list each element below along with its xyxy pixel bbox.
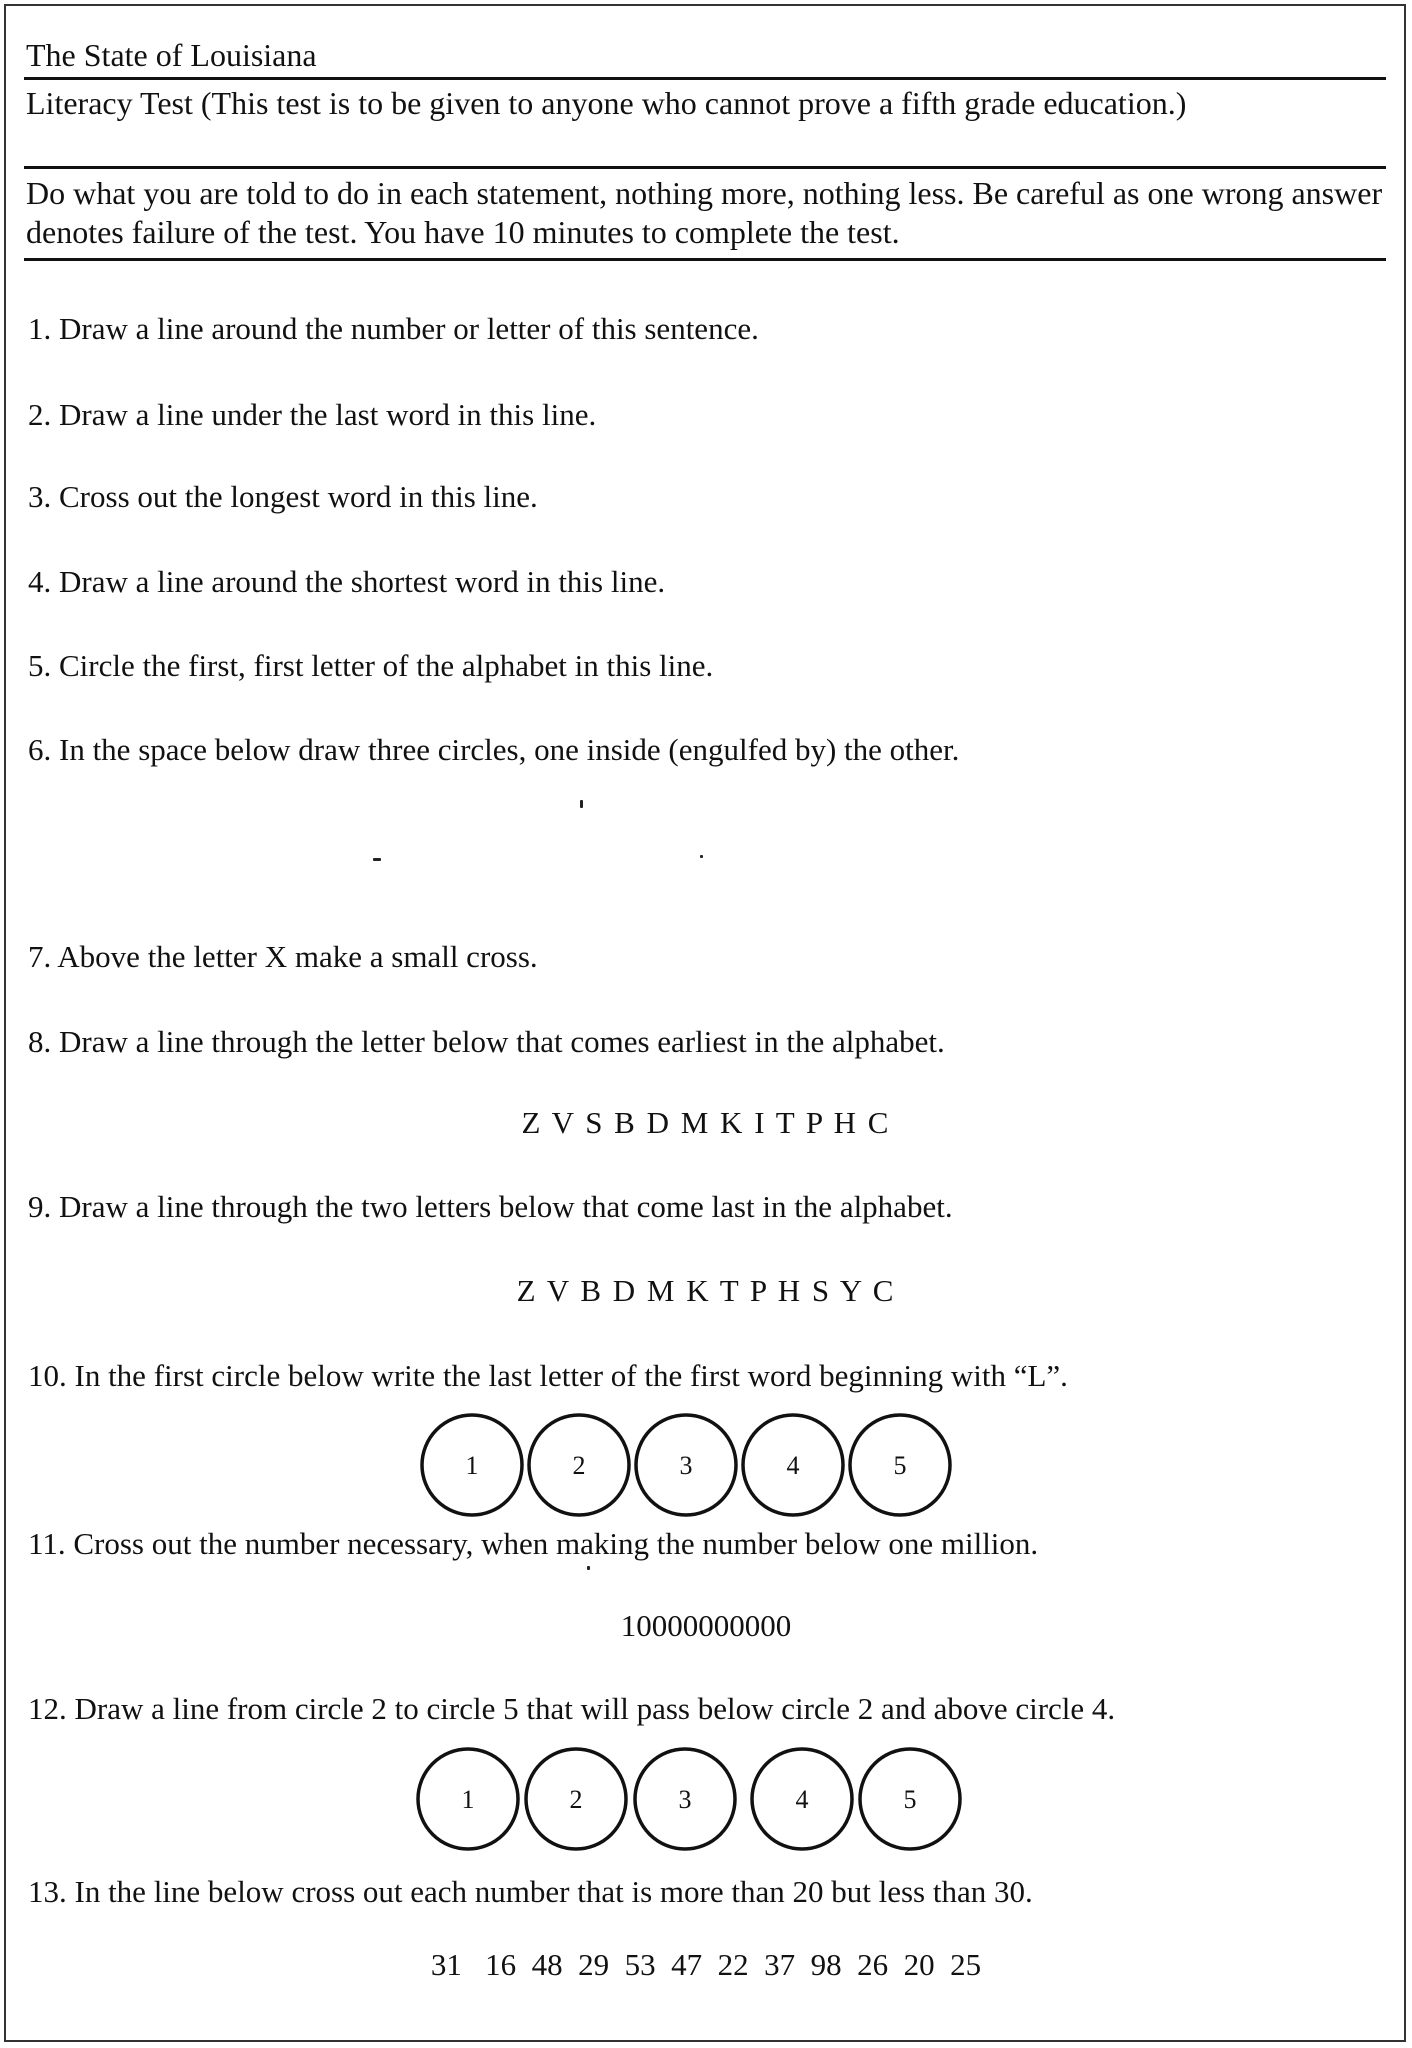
- question-3: [28, 478, 1378, 516]
- question-text: In the line below cross out each number that is more than 20 but less than 30.: [74, 1874, 1033, 1909]
- circle-row-q10: [420, 1408, 960, 1522]
- question-text: Cross out the longest word in this line.: [59, 479, 538, 514]
- question-text: Draw a line around the shortest word in this line.: [59, 564, 666, 599]
- question-8: [28, 1023, 1378, 1061]
- question-number: 8.: [28, 1024, 52, 1059]
- circle-label: 4: [786, 1451, 800, 1480]
- circle-row-q12: [416, 1742, 964, 1856]
- divider: [24, 77, 1386, 80]
- question-text: Circle the first, first letter of the alphabet in this line.: [59, 648, 714, 683]
- question-text: Draw a line through the letter below that comes earliest in the alphabet.: [59, 1024, 945, 1059]
- test-subtitle: Literacy Test (This test is to be given to anyone who cannot prove a fifth grade education.): [26, 85, 1187, 121]
- question-number: 10.: [28, 1358, 67, 1393]
- circle-label: 3: [678, 1785, 692, 1814]
- question-text: Draw a line around the number or letter of this sentence.: [59, 311, 759, 346]
- divider: [24, 166, 1386, 169]
- question-number: 11.: [28, 1526, 66, 1561]
- question-number: 5.: [28, 648, 52, 683]
- question-12: [28, 1690, 1378, 1728]
- circle-label: 3: [679, 1451, 693, 1480]
- question-text: Above the letter X make a small cross.: [57, 939, 538, 974]
- circle-label: 5: [893, 1451, 907, 1480]
- circle-label: 2: [569, 1785, 583, 1814]
- divider: [24, 258, 1386, 261]
- circle-label: 2: [572, 1451, 586, 1480]
- question-text: In the space below draw three circles, one inside (engulfed by) the other.: [59, 732, 960, 767]
- question-number: 6.: [28, 732, 52, 767]
- question-text: Draw a line under the last word in this line.: [59, 397, 597, 432]
- question-number: 1.: [28, 311, 52, 346]
- letter-sequence-q9: Z V B D M K T P H S Y C: [516, 1273, 896, 1308]
- question-10: [28, 1357, 1378, 1395]
- question-number: 2.: [28, 397, 52, 432]
- circle-label: 4: [795, 1785, 809, 1814]
- circle-label: 5: [903, 1785, 917, 1814]
- print-speck: [580, 800, 583, 808]
- question-7: [28, 938, 1378, 976]
- circle-row-graphic: [420, 1408, 960, 1522]
- circle-label: 1: [465, 1451, 479, 1480]
- print-speck: [700, 855, 703, 858]
- question-number: 9.: [28, 1189, 52, 1224]
- question-9: [28, 1188, 1378, 1226]
- number-q11: 10000000000: [620, 1608, 792, 1643]
- question-4: [28, 563, 1378, 601]
- question-6: [28, 731, 1378, 769]
- question-number: 12.: [28, 1691, 67, 1726]
- question-13: [28, 1873, 1378, 1911]
- question-text: Draw a line from circle 2 to circle 5 that will pass below circle 2 and above circle 4.: [74, 1691, 1116, 1726]
- question-text: Cross out the number necessary, when making the number below one million.: [73, 1526, 1039, 1561]
- circle-row-graphic: [416, 1742, 964, 1856]
- question-number: 3.: [28, 479, 52, 514]
- letter-sequence-q8: Z V S B D M K I T P H C: [521, 1105, 891, 1140]
- question-1: [28, 310, 1378, 348]
- print-speck: [587, 1566, 590, 1570]
- print-speck: [373, 858, 381, 861]
- circle-label: 1: [461, 1785, 475, 1814]
- question-2: [28, 396, 1378, 434]
- question-text: In the first circle below write the last letter of the first word beginning with “L”.: [74, 1358, 1068, 1393]
- question-text: Draw a line through the two letters below that come last in the alphabet.: [59, 1189, 953, 1224]
- number-sequence-q13: 31 16 48 29 53 47 22 37 98 26 20 25: [430, 1947, 982, 1982]
- question-number: 13.: [28, 1874, 67, 1909]
- question-number: 7.: [28, 939, 52, 974]
- question-11: [28, 1525, 1378, 1563]
- test-instructions: Do what you are told to do in each statement, nothing more, nothing less. Be careful as one wrong answer denotes failure of the test. You have 10 minutes to complete the test.: [26, 175, 1383, 250]
- page-title: The State of Louisiana: [26, 37, 317, 73]
- question-number: 4.: [28, 564, 52, 599]
- question-5: [28, 647, 1378, 685]
